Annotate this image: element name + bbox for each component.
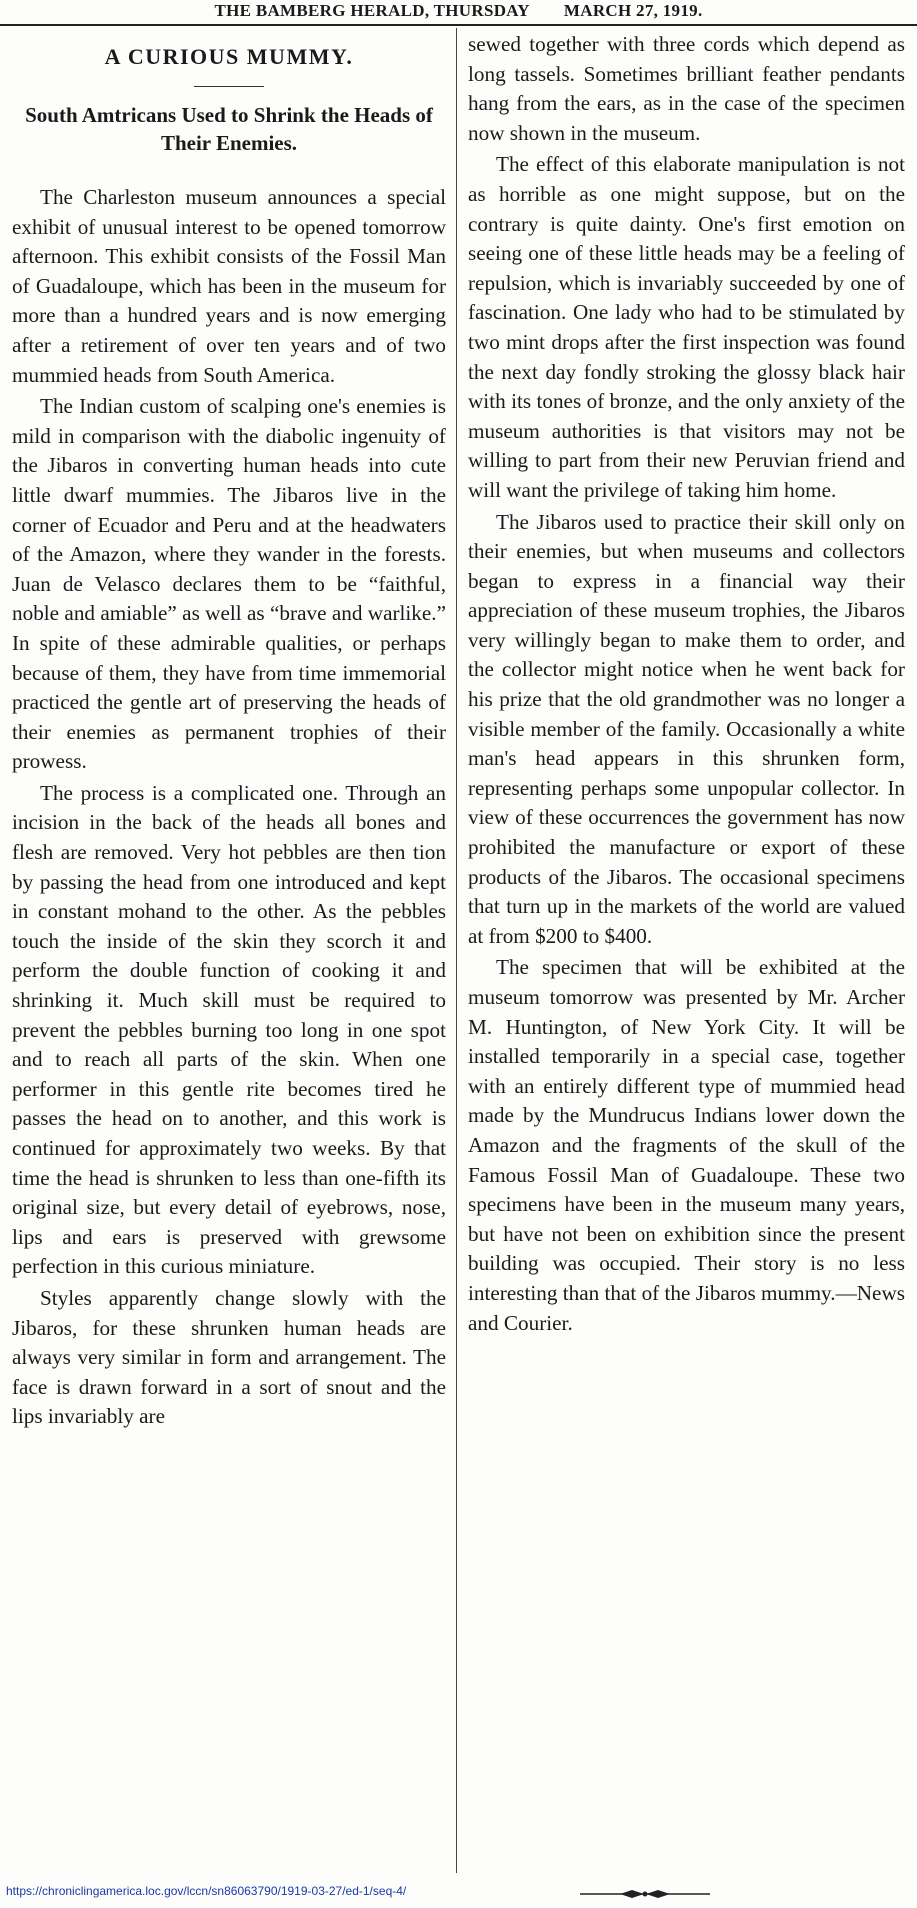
article-column-right — [468, 30, 905, 1340]
article-paragraph: The Charleston museum announces a special exhibit of unusual interest to be opened tomorrow afternoon. This exhibit consists of the Fossil Man of Guadaloupe, which has been in the museum for more than a hundred years and is now emerging after a retirement of over ten years and of two mummied heads from South America. — [12, 185, 446, 387]
article-subhead: South Amtricans Used to Shrink the Heads of Their Enemies. — [25, 103, 433, 155]
masthead-paper-name: THE BAMBERG HERALD, THURSDAY — [214, 1, 530, 20]
masthead — [0, 0, 917, 26]
article-paragraph: The process is a complicated one. Through an incision in the back of the heads all bones and flesh are removed. Very hot pebbles are then tion by passing the head from one introduced and kept in constant mohand to the other. As the pebbles touch the inside of the skin they scorch it and perform the double function of cooking it and shrinking it. Much skill must be required to prevent the pebbles burning too long in one spot and to reach all parts of the skin. When one performer in this gentle rite becomes tired he passes the head on to another, and this work is continued for approximately two weeks. By that time the head is shrunken to less than one-fifth its original size, but every detail of eyebrows, nose, lips and ears is preserved with grewsome perfection in this curious miniature. — [12, 780, 446, 1279]
article-paragraph: The Indian custom of scalping one's enemies is mild in comparison with the diabolic ingenuity of the Jibaros in converting human heads into cute little dwarf mummies. The Jibaros live in the corner of Ecuador and Peru and at the headwaters of the Amazon, where they wander in the forests. Juan de Velasco declares them to be “faithful, noble and amiable” as well as “brave and warlike.” In spite of these admirable qualities, or perhaps because of them, they have from time immemorial practiced the gentle art of preserving the heads of their enemies as permanent trophies of their prowess. — [12, 394, 446, 774]
article-column-left — [12, 30, 446, 1434]
masthead-date: MARCH 27, 1919. — [563, 1, 703, 20]
masthead-rule — [0, 24, 917, 26]
source-url-link[interactable]: https://chroniclingamerica.loc.gov/lccn/sn86063790/1919-03-27/ed-1/seq-4/ — [6, 1884, 407, 1898]
article-paragraph: Styles apparently change slowly with the Jibaros, for these shrunken human heads are always very similar in form and arrangement. The face is drawn forward in a sort of snout and the lips invariably are — [12, 1285, 446, 1429]
article-headline: A CURIOUS MUMMY. — [104, 44, 354, 69]
column-divider — [456, 28, 457, 1873]
headline-rule — [194, 86, 264, 87]
article-paragraph: The Jibaros used to practice their skill only on their enemies, but when museums and collectors began to express in a financial way their appreciation of these museum trophies, the Jibaros very willingly began to make them to order, and the collector might notice when he went back for his prize that the old grandmother was no longer a visible member of the family. Occasionally a white man's head appears in this shrunken form, representing perhaps some unpopular collector. In view of these occurrences the government has now prohibited the manufacture or export of these products of the Jibaros. The occasional specimens that turn up in the markets of the world are valued at from $200 to $400. — [468, 509, 905, 948]
article-paragraph: The effect of this elaborate manipulation is not as horrible as one might suppose, but on the contrary is quite dainty. One's first emotion on seeing one of these little heads may be a feeling of repulsion, which is invariably succeeded by one of fascination. One lady who had to be stimulated by two mint drops after the first inspection was found the next day fondly stroking the glossy black hair with its tones of bronze, and the only anxiety of the museum authorities is that visitors may not be willing to part from their new Peruvian friend and will want the privilege of taking him home. — [468, 152, 905, 502]
article-paragraph: The specimen that will be exhibited at the museum tomorrow was presented by Mr. Archer M. Huntington, of New York City. It will be installed temporarily in a special case, together with an entirely different type of mummied head made by the Mundrucus Indians lower down the Amazon and the fragments of the skull of the Famous Fossil Man of Guadaloupe. These two specimens have been in the museum many years, but have not been on exhibition since the present building was occupied. Their story is no less interesting than that of the Jibaros mummy.—News and Courier. — [468, 955, 906, 1335]
article-paragraph: sewed together with three cords which depend as long tassels. Sometimes brilliant feather pendants hang from the ears, as in the case of the specimen now shown in the museum. — [468, 32, 905, 145]
end-ornament-icon — [580, 1890, 710, 1898]
